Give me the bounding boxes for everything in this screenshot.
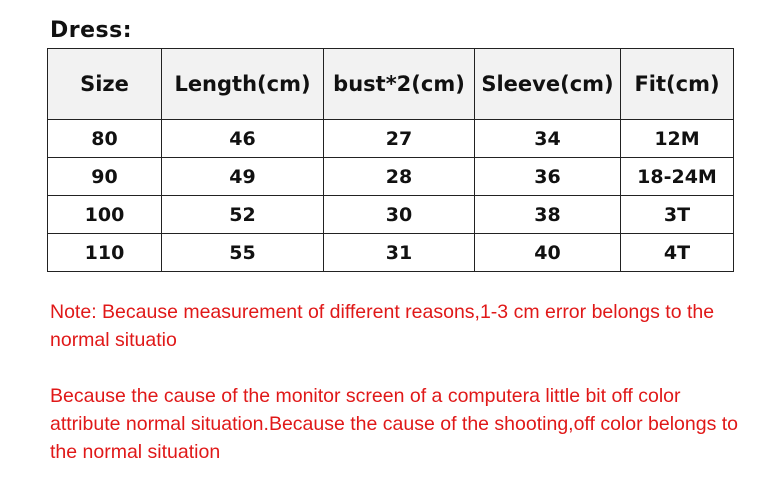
header-size: Size [48,49,162,120]
cell-fit: 12M [621,120,734,158]
cell-length: 55 [162,234,324,272]
cell-size: 90 [48,158,162,196]
table-row [48,158,734,196]
cell-fit: 4T [621,234,734,272]
cell-size: 110 [48,234,162,272]
cell-bust: 30 [324,196,475,234]
header-bust: bust*2(cm) [324,49,475,120]
cell-fit: 3T [621,196,734,234]
cell-bust: 31 [324,234,475,272]
size-chart-table [47,48,734,272]
cell-sleeve: 38 [475,196,621,234]
cell-length: 49 [162,158,324,196]
cell-bust: 27 [324,120,475,158]
table-row [48,196,734,234]
header-fit: Fit(cm) [621,49,734,120]
page-title: Dress: [50,18,133,43]
table-header-row [48,49,734,120]
cell-bust: 28 [324,158,475,196]
cell-fit: 18-24M [621,158,734,196]
color-note: Because the cause of the monitor screen of a computera little bit off color attribute normal situation.Because the cause of the shooting,off color belongs to the normal situation [50,385,738,463]
cell-size: 80 [48,120,162,158]
header-length: Length(cm) [162,49,324,120]
cell-sleeve: 36 [475,158,621,196]
table-row [48,120,734,158]
cell-size: 100 [48,196,162,234]
cell-sleeve: 34 [475,120,621,158]
table-row [48,234,734,272]
cell-length: 52 [162,196,324,234]
cell-length: 46 [162,120,324,158]
header-sleeve: Sleeve(cm) [475,49,621,120]
measurement-note: Note: Because measurement of different reasons,1-3 cm error belongs to the normal situatio [50,301,715,351]
cell-sleeve: 40 [475,234,621,272]
